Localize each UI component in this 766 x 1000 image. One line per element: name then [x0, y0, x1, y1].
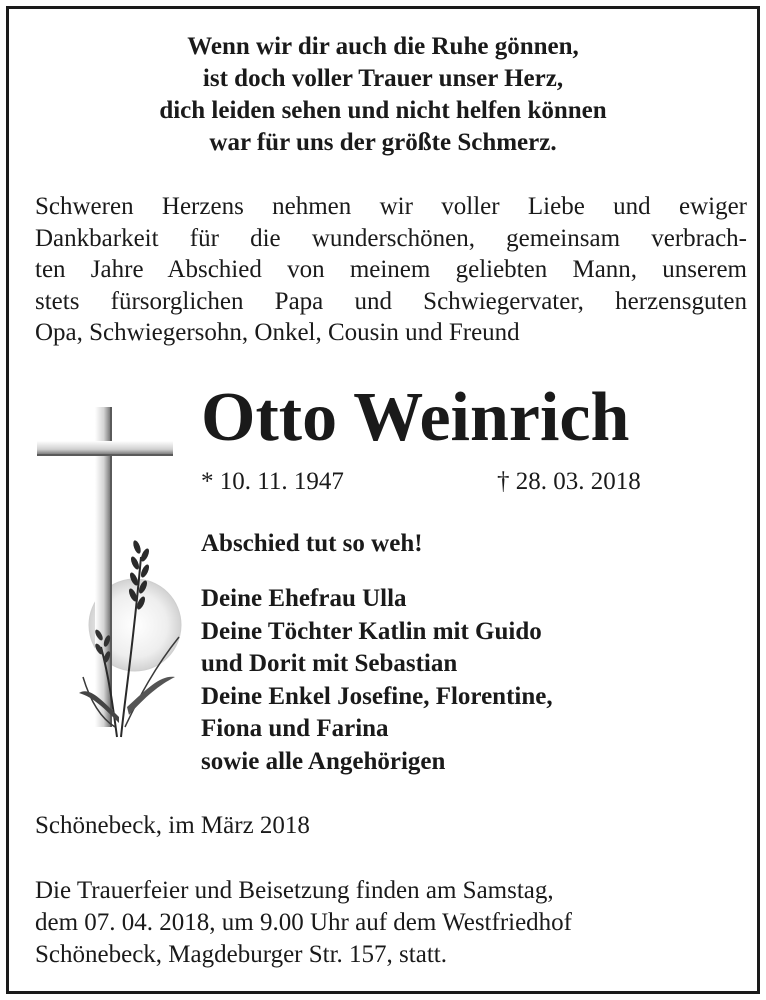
- deceased-name: Otto Weinrich: [201, 379, 630, 456]
- funeral-line: dem 07. 04. 2018, um 9.00 Uhr auf dem Westfriedhof: [35, 909, 573, 936]
- place-date: Schönebeck, im März 2018: [35, 812, 310, 839]
- intro-line: Opa, Schwiegersohn, Onkel, Cousin und Freund: [35, 319, 520, 347]
- poem: [9, 31, 757, 159]
- funeral-info: [35, 875, 572, 971]
- family-line: Fiona und Farina: [201, 715, 389, 742]
- intro-line: stets fürsorglichen Papa und Schwiegervater, herzensguten: [35, 287, 747, 315]
- family-list: [201, 583, 553, 778]
- intro-line: Schweren Herzens nehmen wir voller Liebe und ewiger: [35, 193, 747, 220]
- funeral-line: Schönebeck, Magdeburger Str. 157, statt.: [35, 941, 447, 968]
- death-date: † 28. 03. 2018: [497, 468, 641, 495]
- motto: Abschied tut so weh!: [201, 530, 423, 557]
- birth-date: * 10. 11. 1947: [201, 468, 344, 495]
- family-line: Deine Töchter Katlin mit Guido: [201, 617, 542, 645]
- cross-with-wheat-icon: [29, 397, 189, 757]
- life-dates: [201, 465, 641, 499]
- family-line: sowie alle Angehörigen: [201, 747, 446, 775]
- obituary-notice: [6, 6, 760, 994]
- intro-text: [35, 191, 747, 349]
- funeral-line: Die Trauerfeier und Beisetzung finden am Samstag,: [35, 877, 554, 904]
- intro-line: ten Jahre Abschied von meinem geliebten Mann, unserem: [35, 256, 747, 284]
- family-line: und Dorit mit Sebastian: [201, 650, 458, 677]
- family-line: Deine Enkel Josefine, Florentine,: [201, 682, 553, 710]
- intro-line: Dankbarkeit für die wunderschönen, gemeinsam verbrach-: [35, 224, 747, 252]
- poem-line: dich leiden sehen und nicht helfen können: [159, 97, 607, 124]
- poem-line: Wenn wir dir auch die Ruhe gönnen,: [187, 33, 579, 60]
- poem-line: war für uns der größte Schmerz.: [209, 129, 557, 156]
- family-line: Deine Ehefrau Ulla: [201, 585, 407, 612]
- poem-line: ist doch voller Trauer unser Herz,: [202, 65, 564, 92]
